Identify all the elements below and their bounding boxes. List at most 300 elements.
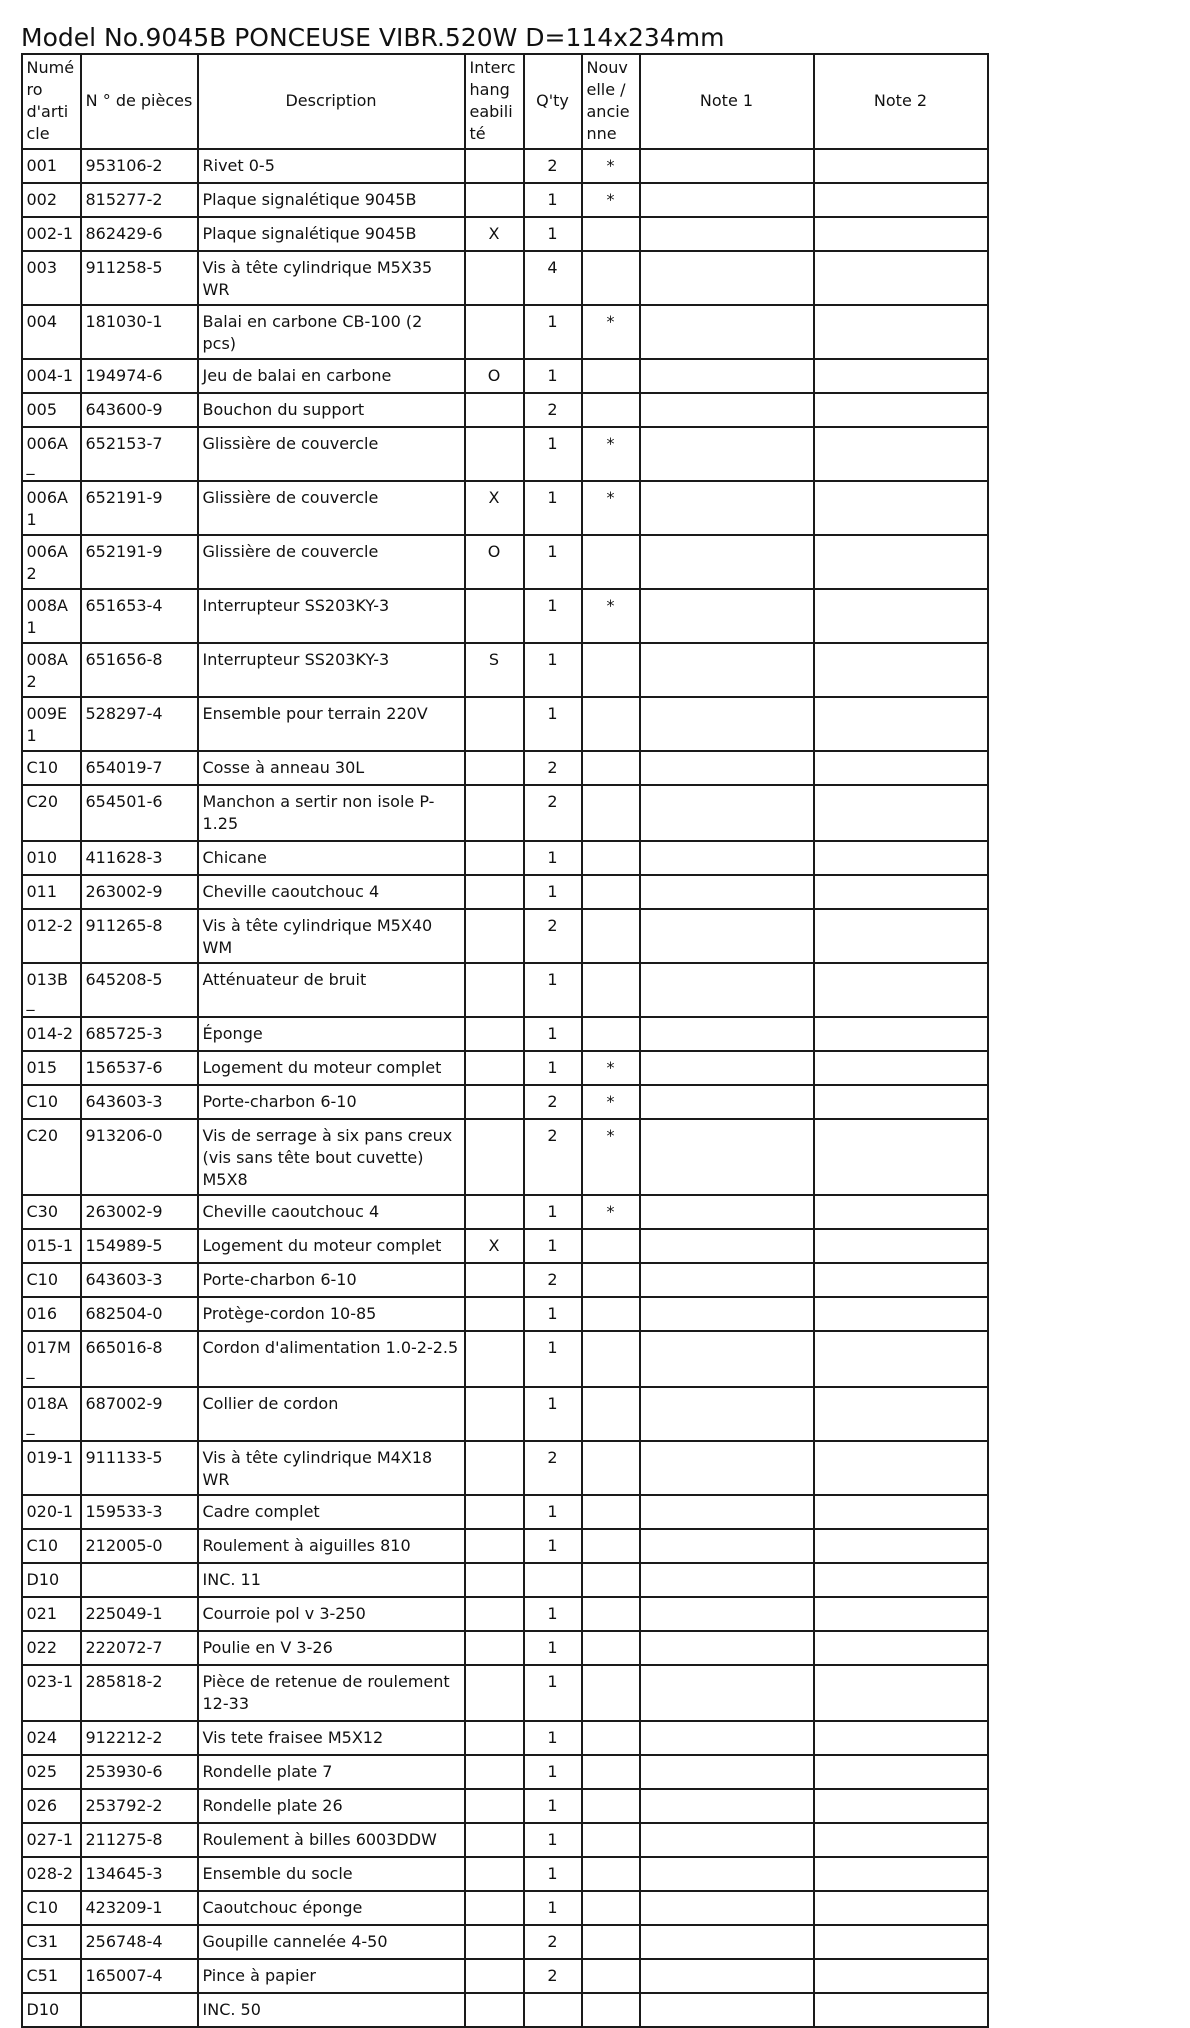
cell-note-2 — [814, 1789, 988, 1823]
cell-part-number: 643600-9 — [81, 393, 198, 427]
cell-note-1 — [640, 909, 814, 963]
table-row — [22, 909, 988, 963]
table-row — [22, 1297, 988, 1331]
cell-description: Porte-charbon 6-10 — [198, 1263, 465, 1297]
cell-note-2 — [814, 1017, 988, 1051]
cell-description: Chicane — [198, 841, 465, 875]
cell-description: Interrupteur SS203KY-3 — [198, 589, 465, 643]
cell-interchangeability — [465, 1529, 524, 1563]
cell-note-1 — [640, 1195, 814, 1229]
header-description: Description — [198, 54, 465, 149]
cell-part-number: 682504-0 — [81, 1297, 198, 1331]
cell-part-number: 913206-0 — [81, 1119, 198, 1195]
cell-new-old — [582, 217, 640, 251]
cell-quantity: 2 — [524, 909, 582, 963]
document-title: Model No.9045B PONCEUSE VIBR.520W D=114x234mm — [21, 23, 725, 52]
cell-new-old — [582, 359, 640, 393]
cell-quantity: 4 — [524, 251, 582, 305]
cell-note-1 — [640, 481, 814, 535]
cell-part-number: 159533-3 — [81, 1495, 198, 1529]
table-row — [22, 697, 988, 751]
cell-new-old — [582, 393, 640, 427]
cell-part-number: 815277-2 — [81, 183, 198, 217]
cell-quantity: 1 — [524, 1229, 582, 1263]
cell-note-2 — [814, 1495, 988, 1529]
cell-note-1 — [640, 217, 814, 251]
table-row — [22, 1857, 988, 1891]
header-note-1: Note 1 — [640, 54, 814, 149]
cell-note-1 — [640, 1263, 814, 1297]
cell-part-number: 685725-3 — [81, 1017, 198, 1051]
cell-interchangeability: S — [465, 643, 524, 697]
cell-note-2 — [814, 251, 988, 305]
cell-quantity: 1 — [524, 481, 582, 535]
cell-description: Goupille cannelée 4-50 — [198, 1925, 465, 1959]
cell-note-2 — [814, 217, 988, 251]
cell-description: Interrupteur SS203KY-3 — [198, 643, 465, 697]
cell-part-number: 911265-8 — [81, 909, 198, 963]
cell-part-number: 652153-7 — [81, 427, 198, 481]
cell-note-2 — [814, 1665, 988, 1721]
cell-description: Plaque signalétique 9045B — [198, 183, 465, 217]
cell-item-number: C51 — [22, 1959, 81, 1993]
cell-quantity: 1 — [524, 841, 582, 875]
cell-part-number: 645208-5 — [81, 963, 198, 1017]
cell-quantity: 1 — [524, 1789, 582, 1823]
cell-item-number: 027-1 — [22, 1823, 81, 1857]
cell-quantity: 1 — [524, 427, 582, 481]
cell-part-number: 652191-9 — [81, 481, 198, 535]
cell-item-number: 023-1 — [22, 1665, 81, 1721]
cell-new-old — [582, 909, 640, 963]
cell-quantity: 1 — [524, 1195, 582, 1229]
cell-note-2 — [814, 1823, 988, 1857]
cell-note-1 — [640, 1119, 814, 1195]
table-row — [22, 589, 988, 643]
cell-new-old — [582, 1229, 640, 1263]
cell-item-number: 024 — [22, 1721, 81, 1755]
cell-interchangeability — [465, 427, 524, 481]
cell-note-1 — [640, 149, 814, 183]
cell-new-old: * — [582, 1195, 640, 1229]
cell-interchangeability — [465, 1085, 524, 1119]
cell-note-1 — [640, 535, 814, 589]
cell-item-number: 013B_ — [22, 963, 81, 1017]
cell-part-number: 263002-9 — [81, 875, 198, 909]
cell-note-2 — [814, 149, 988, 183]
cell-new-old — [582, 1993, 640, 2027]
cell-item-number: 010 — [22, 841, 81, 875]
cell-note-1 — [640, 697, 814, 751]
cell-part-number: 652191-9 — [81, 535, 198, 589]
cell-note-1 — [640, 1441, 814, 1495]
cell-interchangeability — [465, 785, 524, 841]
table-row — [22, 481, 988, 535]
cell-note-2 — [814, 1891, 988, 1925]
cell-new-old — [582, 1441, 640, 1495]
cell-note-2 — [814, 1631, 988, 1665]
cell-quantity: 1 — [524, 963, 582, 1017]
cell-quantity: 2 — [524, 1925, 582, 1959]
cell-note-2 — [814, 909, 988, 963]
cell-note-1 — [640, 643, 814, 697]
cell-description: Vis à tête cylindrique M5X35 WR — [198, 251, 465, 305]
cell-interchangeability — [465, 1721, 524, 1755]
cell-note-2 — [814, 359, 988, 393]
cell-quantity: 2 — [524, 785, 582, 841]
cell-new-old — [582, 1823, 640, 1857]
cell-quantity: 2 — [524, 1085, 582, 1119]
cell-note-2 — [814, 1993, 988, 2027]
cell-quantity: 1 — [524, 1721, 582, 1755]
cell-part-number: 654019-7 — [81, 751, 198, 785]
cell-item-number: 011 — [22, 875, 81, 909]
cell-note-1 — [640, 1297, 814, 1331]
header-note-2: Note 2 — [814, 54, 988, 149]
cell-item-number: 004-1 — [22, 359, 81, 393]
cell-new-old — [582, 1387, 640, 1441]
cell-note-2 — [814, 785, 988, 841]
cell-quantity: 2 — [524, 1959, 582, 1993]
cell-quantity: 2 — [524, 1441, 582, 1495]
table-row — [22, 183, 988, 217]
cell-quantity: 1 — [524, 697, 582, 751]
cell-new-old — [582, 1017, 640, 1051]
cell-interchangeability — [465, 1051, 524, 1085]
cell-description: Cheville caoutchouc 4 — [198, 875, 465, 909]
table-row — [22, 1755, 988, 1789]
cell-quantity: 1 — [524, 589, 582, 643]
cell-item-number: 025 — [22, 1755, 81, 1789]
cell-note-2 — [814, 427, 988, 481]
cell-description: Vis de serrage à six pans creux (vis sans tête bout cuvette) M5X8 — [198, 1119, 465, 1195]
cell-description: Glissière de couvercle — [198, 427, 465, 481]
cell-note-1 — [640, 785, 814, 841]
cell-note-1 — [640, 1789, 814, 1823]
cell-new-old — [582, 643, 640, 697]
cell-note-1 — [640, 1665, 814, 1721]
cell-part-number: 643603-3 — [81, 1085, 198, 1119]
table-row — [22, 875, 988, 909]
cell-description: Logement du moteur complet — [198, 1051, 465, 1085]
cell-interchangeability — [465, 589, 524, 643]
cell-part-number: 156537-6 — [81, 1051, 198, 1085]
cell-note-1 — [640, 393, 814, 427]
cell-part-number: 253930-6 — [81, 1755, 198, 1789]
cell-interchangeability — [465, 875, 524, 909]
cell-item-number: 008A1 — [22, 589, 81, 643]
cell-new-old — [582, 751, 640, 785]
cell-interchangeability — [465, 841, 524, 875]
cell-part-number: 651653-4 — [81, 589, 198, 643]
cell-quantity: 2 — [524, 1119, 582, 1195]
cell-note-2 — [814, 481, 988, 535]
table-row — [22, 1529, 988, 1563]
cell-note-2 — [814, 643, 988, 697]
cell-new-old — [582, 963, 640, 1017]
cell-note-2 — [814, 1229, 988, 1263]
cell-interchangeability — [465, 1017, 524, 1051]
cell-quantity: 2 — [524, 149, 582, 183]
cell-description: Éponge — [198, 1017, 465, 1051]
cell-description: INC. 11 — [198, 1563, 465, 1597]
table-row — [22, 1563, 988, 1597]
cell-part-number — [81, 1993, 198, 2027]
cell-description: Balai en carbone CB-100 (2 pcs) — [198, 305, 465, 359]
cell-new-old — [582, 1925, 640, 1959]
cell-quantity: 1 — [524, 359, 582, 393]
cell-note-1 — [640, 1597, 814, 1631]
cell-note-1 — [640, 751, 814, 785]
cell-new-old — [582, 1297, 640, 1331]
cell-part-number: 211275-8 — [81, 1823, 198, 1857]
table-row — [22, 1085, 988, 1119]
cell-description: Plaque signalétique 9045B — [198, 217, 465, 251]
cell-note-2 — [814, 1051, 988, 1085]
cell-description: Vis à tête cylindrique M5X40 WM — [198, 909, 465, 963]
cell-new-old: * — [582, 481, 640, 535]
cell-description: Vis à tête cylindrique M4X18 WR — [198, 1441, 465, 1495]
header-interchangeability: Interchangeabilité — [465, 54, 524, 149]
cell-part-number: 643603-3 — [81, 1263, 198, 1297]
cell-description: Roulement à billes 6003DDW — [198, 1823, 465, 1857]
cell-note-2 — [814, 1529, 988, 1563]
cell-description: Glissière de couvercle — [198, 481, 465, 535]
cell-part-number: 528297-4 — [81, 697, 198, 751]
cell-description: Ensemble du socle — [198, 1857, 465, 1891]
cell-new-old: * — [582, 183, 640, 217]
cell-item-number: 012-2 — [22, 909, 81, 963]
cell-interchangeability: X — [465, 1229, 524, 1263]
cell-note-1 — [640, 1229, 814, 1263]
cell-part-number: 654501-6 — [81, 785, 198, 841]
table-row — [22, 1823, 988, 1857]
cell-note-2 — [814, 1721, 988, 1755]
cell-note-2 — [814, 1195, 988, 1229]
cell-new-old — [582, 1789, 640, 1823]
cell-interchangeability — [465, 1755, 524, 1789]
table-row — [22, 963, 988, 1017]
cell-interchangeability — [465, 1925, 524, 1959]
cell-item-number: 001 — [22, 149, 81, 183]
cell-quantity: 1 — [524, 1051, 582, 1085]
table-row — [22, 1331, 988, 1387]
cell-note-1 — [640, 963, 814, 1017]
table-row — [22, 217, 988, 251]
cell-note-1 — [640, 1823, 814, 1857]
cell-note-2 — [814, 1959, 988, 1993]
header-part-number: N ° de pièces — [81, 54, 198, 149]
cell-note-1 — [640, 1017, 814, 1051]
header-item-number: Numéro d'article — [22, 54, 81, 149]
cell-new-old: * — [582, 1119, 640, 1195]
cell-item-number: 022 — [22, 1631, 81, 1665]
cell-new-old: * — [582, 1051, 640, 1085]
cell-new-old — [582, 1959, 640, 1993]
cell-note-1 — [640, 1959, 814, 1993]
cell-item-number: 015-1 — [22, 1229, 81, 1263]
cell-part-number: 912212-2 — [81, 1721, 198, 1755]
cell-note-1 — [640, 1925, 814, 1959]
cell-interchangeability — [465, 1891, 524, 1925]
cell-note-1 — [640, 1721, 814, 1755]
cell-note-1 — [640, 359, 814, 393]
parts-table — [21, 53, 989, 2028]
cell-part-number: 423209-1 — [81, 1891, 198, 1925]
cell-part-number: 181030-1 — [81, 305, 198, 359]
cell-part-number: 253792-2 — [81, 1789, 198, 1823]
cell-description: Rivet 0-5 — [198, 149, 465, 183]
cell-interchangeability — [465, 1993, 524, 2027]
cell-description: Collier de cordon — [198, 1387, 465, 1441]
cell-new-old: * — [582, 427, 640, 481]
cell-quantity: 1 — [524, 1665, 582, 1721]
cell-description: Manchon a sertir non isole P-1.25 — [198, 785, 465, 841]
cell-description: Cadre complet — [198, 1495, 465, 1529]
cell-item-number: C10 — [22, 1085, 81, 1119]
cell-new-old: * — [582, 1085, 640, 1119]
cell-item-number: 019-1 — [22, 1441, 81, 1495]
cell-interchangeability — [465, 1563, 524, 1597]
cell-interchangeability: X — [465, 217, 524, 251]
cell-part-number: 263002-9 — [81, 1195, 198, 1229]
table-body — [22, 149, 988, 2027]
cell-quantity: 2 — [524, 751, 582, 785]
cell-interchangeability — [465, 251, 524, 305]
cell-note-2 — [814, 1331, 988, 1387]
cell-note-2 — [814, 393, 988, 427]
table-row — [22, 785, 988, 841]
cell-interchangeability — [465, 1331, 524, 1387]
cell-item-number: C31 — [22, 1925, 81, 1959]
cell-note-2 — [814, 841, 988, 875]
table-row — [22, 1891, 988, 1925]
cell-interchangeability — [465, 697, 524, 751]
table-row — [22, 841, 988, 875]
cell-part-number: 225049-1 — [81, 1597, 198, 1631]
table-row — [22, 1789, 988, 1823]
cell-item-number: 006A_ — [22, 427, 81, 481]
cell-note-1 — [640, 1495, 814, 1529]
cell-new-old: * — [582, 589, 640, 643]
cell-description: Poulie en V 3-26 — [198, 1631, 465, 1665]
cell-new-old — [582, 1597, 640, 1631]
table-row — [22, 305, 988, 359]
cell-note-2 — [814, 1597, 988, 1631]
cell-note-2 — [814, 1085, 988, 1119]
cell-new-old — [582, 1891, 640, 1925]
cell-quantity: 2 — [524, 393, 582, 427]
cell-note-1 — [640, 1755, 814, 1789]
cell-new-old — [582, 1529, 640, 1563]
cell-interchangeability — [465, 1597, 524, 1631]
cell-item-number: 017M_ — [22, 1331, 81, 1387]
cell-quantity: 1 — [524, 1631, 582, 1665]
cell-note-2 — [814, 1563, 988, 1597]
cell-part-number: 411628-3 — [81, 841, 198, 875]
cell-interchangeability — [465, 1387, 524, 1441]
cell-interchangeability — [465, 1823, 524, 1857]
cell-item-number: 004 — [22, 305, 81, 359]
cell-description: Vis tete fraisee M5X12 — [198, 1721, 465, 1755]
table-row — [22, 535, 988, 589]
cell-interchangeability: O — [465, 359, 524, 393]
cell-description: Jeu de balai en carbone — [198, 359, 465, 393]
cell-interchangeability — [465, 909, 524, 963]
cell-part-number: 222072-7 — [81, 1631, 198, 1665]
cell-quantity: 1 — [524, 1331, 582, 1387]
cell-description: Bouchon du support — [198, 393, 465, 427]
cell-note-2 — [814, 1441, 988, 1495]
cell-interchangeability — [465, 1959, 524, 1993]
cell-description: Cosse à anneau 30L — [198, 751, 465, 785]
cell-note-1 — [640, 1891, 814, 1925]
cell-description: Porte-charbon 6-10 — [198, 1085, 465, 1119]
cell-part-number: 911133-5 — [81, 1441, 198, 1495]
cell-note-1 — [640, 841, 814, 875]
cell-note-1 — [640, 1993, 814, 2027]
cell-part-number: 165007-4 — [81, 1959, 198, 1993]
table-row — [22, 1959, 988, 1993]
cell-quantity: 2 — [524, 1263, 582, 1297]
table-row — [22, 1631, 988, 1665]
cell-item-number: C20 — [22, 785, 81, 841]
table-row — [22, 1195, 988, 1229]
cell-quantity: 1 — [524, 217, 582, 251]
header-quantity: Q'ty — [524, 54, 582, 149]
cell-note-2 — [814, 183, 988, 217]
cell-new-old — [582, 785, 640, 841]
cell-description: Ensemble pour terrain 220V — [198, 697, 465, 751]
cell-interchangeability — [465, 1119, 524, 1195]
cell-interchangeability — [465, 305, 524, 359]
cell-new-old: * — [582, 305, 640, 359]
cell-note-1 — [640, 1331, 814, 1387]
cell-item-number: 006A1 — [22, 481, 81, 535]
cell-description: Rondelle plate 26 — [198, 1789, 465, 1823]
cell-note-1 — [640, 427, 814, 481]
cell-note-1 — [640, 1051, 814, 1085]
cell-note-2 — [814, 1925, 988, 1959]
table-row — [22, 1665, 988, 1721]
cell-quantity: 1 — [524, 1017, 582, 1051]
table-row — [22, 1387, 988, 1441]
cell-description: Pince à papier — [198, 1959, 465, 1993]
table-row — [22, 1441, 988, 1495]
cell-quantity: 1 — [524, 875, 582, 909]
cell-quantity: 1 — [524, 535, 582, 589]
cell-quantity: 1 — [524, 1857, 582, 1891]
cell-item-number: 020-1 — [22, 1495, 81, 1529]
cell-new-old — [582, 1631, 640, 1665]
table-header-row — [22, 54, 988, 149]
cell-item-number: C20 — [22, 1119, 81, 1195]
cell-item-number: 014-2 — [22, 1017, 81, 1051]
cell-item-number: 002 — [22, 183, 81, 217]
cell-note-1 — [640, 1857, 814, 1891]
cell-item-number: 021 — [22, 1597, 81, 1631]
table-row — [22, 1495, 988, 1529]
cell-item-number: 028-2 — [22, 1857, 81, 1891]
cell-item-number: 005 — [22, 393, 81, 427]
table-row — [22, 1051, 988, 1085]
cell-item-number: C10 — [22, 1891, 81, 1925]
cell-quantity: 1 — [524, 1495, 582, 1529]
cell-description: Rondelle plate 7 — [198, 1755, 465, 1789]
cell-item-number: C10 — [22, 751, 81, 785]
cell-item-number: C30 — [22, 1195, 81, 1229]
cell-new-old — [582, 1721, 640, 1755]
